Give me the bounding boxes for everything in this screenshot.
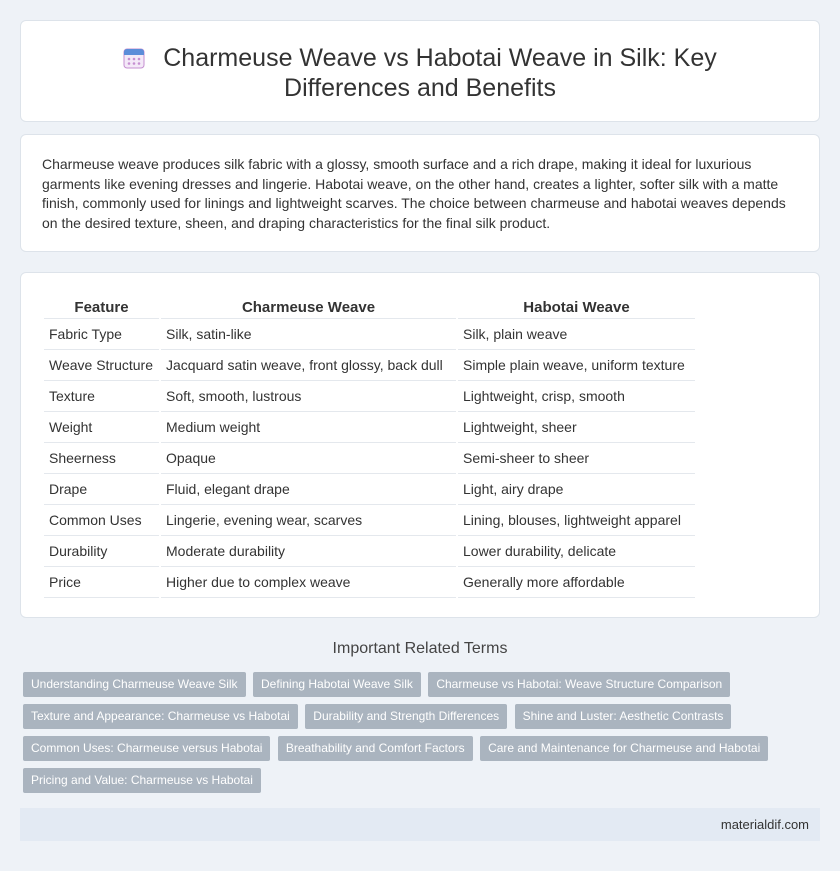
related-tag[interactable]: Care and Maintenance for Charmeuse and Habotai <box>480 736 768 761</box>
charmeuse-cell: Silk, satin-like <box>161 319 456 350</box>
feature-cell: Durability <box>44 536 159 567</box>
feature-cell: Sheerness <box>44 443 159 474</box>
table-row <box>44 381 695 412</box>
habotai-cell: Lining, blouses, lightweight apparel <box>458 505 695 536</box>
intro-paragraph: Charmeuse weave produces silk fabric with a glossy, smooth surface and a rich drape, making it ideal for luxurious garments like evening dresses and lingerie. Habotai weave, on the other hand, creates a lighter, softer silk with a matte finish, commonly used for linings and lightweight scarves. The choice between charmeuse and habotai weaves depends on the desired texture, sheen, and draping characteristics for the final silk product. <box>42 156 786 231</box>
habotai-cell: Lightweight, sheer <box>458 412 695 443</box>
related-tag[interactable]: Common Uses: Charmeuse versus Habotai <box>23 736 270 761</box>
footer-site-link[interactable]: materialdif.com <box>720 817 809 832</box>
related-tag[interactable]: Texture and Appearance: Charmeuse vs Habotai <box>23 704 298 729</box>
page-title <box>61 43 779 103</box>
calendar-icon <box>123 47 145 69</box>
related-tag[interactable]: Understanding Charmeuse Weave Silk <box>23 672 246 697</box>
table-row <box>44 443 695 474</box>
related-terms-title: Important Related Terms <box>332 640 508 657</box>
related-tag[interactable]: Charmeuse vs Habotai: Weave Structure Comparison <box>428 672 730 697</box>
table-row <box>44 474 695 505</box>
header-card <box>20 20 820 122</box>
related-tag[interactable]: Defining Habotai Weave Silk <box>253 672 421 697</box>
habotai-cell: Semi-sheer to sheer <box>458 443 695 474</box>
charmeuse-cell: Lingerie, evening wear, scarves <box>161 505 456 536</box>
feature-cell: Weave Structure <box>44 350 159 381</box>
table-header-row <box>44 297 695 319</box>
related-tag[interactable]: Pricing and Value: Charmeuse vs Habotai <box>23 768 261 793</box>
feature-cell: Drape <box>44 474 159 505</box>
header-feature: Feature <box>44 297 159 319</box>
charmeuse-cell: Higher due to complex weave <box>161 567 456 598</box>
habotai-cell: Lightweight, crisp, smooth <box>458 381 695 412</box>
page-title-text: Charmeuse Weave vs Habotai Weave in Silk: Key Differences and Benefits <box>163 44 717 102</box>
table-row <box>44 567 695 598</box>
feature-cell: Texture <box>44 381 159 412</box>
feature-cell: Price <box>44 567 159 598</box>
intro-card <box>20 134 820 252</box>
related-tag[interactable]: Durability and Strength Differences <box>305 704 507 729</box>
feature-cell: Weight <box>44 412 159 443</box>
table-row <box>44 350 695 381</box>
comparison-card <box>20 272 820 618</box>
habotai-cell: Generally more affordable <box>458 567 695 598</box>
habotai-cell: Silk, plain weave <box>458 319 695 350</box>
feature-cell: Common Uses <box>44 505 159 536</box>
footer <box>20 808 820 841</box>
charmeuse-cell: Opaque <box>161 443 456 474</box>
header-habotai: Habotai Weave <box>458 297 695 319</box>
header-charmeuse: Charmeuse Weave <box>161 297 456 319</box>
table-row <box>44 412 695 443</box>
habotai-cell: Light, airy drape <box>458 474 695 505</box>
comparison-table <box>42 297 697 598</box>
habotai-cell: Lower durability, delicate <box>458 536 695 567</box>
table-row <box>44 505 695 536</box>
charmeuse-cell: Medium weight <box>161 412 456 443</box>
related-terms-tags <box>23 672 803 800</box>
charmeuse-cell: Moderate durability <box>161 536 456 567</box>
related-tag[interactable]: Shine and Luster: Aesthetic Contrasts <box>515 704 732 729</box>
feature-cell: Fabric Type <box>44 319 159 350</box>
charmeuse-cell: Fluid, elegant drape <box>161 474 456 505</box>
charmeuse-cell: Soft, smooth, lustrous <box>161 381 456 412</box>
table-row <box>44 319 695 350</box>
habotai-cell: Simple plain weave, uniform texture <box>458 350 695 381</box>
related-tag[interactable]: Breathability and Comfort Factors <box>278 736 473 761</box>
charmeuse-cell: Jacquard satin weave, front glossy, back dull <box>161 350 456 381</box>
table-row <box>44 536 695 567</box>
